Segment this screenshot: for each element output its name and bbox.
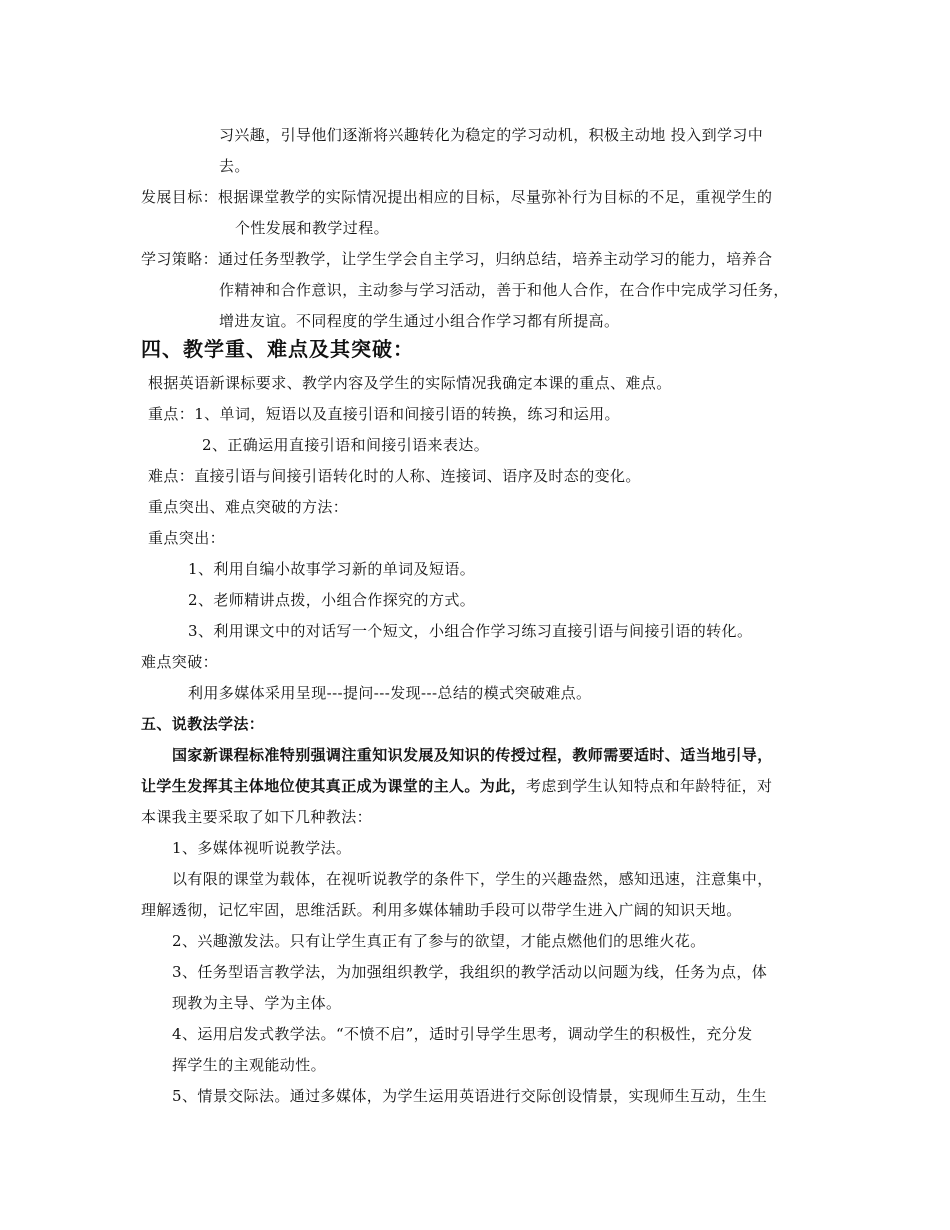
method-item: 1、多媒体视听说教学法。 xyxy=(172,839,352,857)
paragraph-line: 现教为主导、学为主体。 xyxy=(172,994,342,1012)
paragraph-line: 个性发展和教学过程。 xyxy=(235,219,390,237)
paragraph-line: 挥学生的主观能动性。 xyxy=(172,1056,327,1074)
paragraph-line xyxy=(141,776,772,796)
paragraph-line: 增进友谊。不同程度的学生通过小组合作学习都有所提高。 xyxy=(219,312,620,330)
method-item: 5、情景交际法。通过多媒体，为学生运用英语进行交际创设情景，实现师生互动，生生 xyxy=(172,1087,768,1105)
paragraph-line: 本课我主要采取了如下几种教法： xyxy=(141,808,373,826)
paragraph-line: 习兴趣，引导他们逐渐将兴趣转化为稳定的学习动机，积极主动地 投入到学习中 xyxy=(219,126,764,144)
paragraph-line: 重点突出、难点突破的方法： xyxy=(148,498,349,516)
section-heading-5: 五、说教法学法： xyxy=(141,715,265,733)
section-heading-4: 四、教学重、难点及其突破： xyxy=(141,337,414,361)
development-goal-line: 发展目标：根据课堂教学的实际情况提出相应的目标，尽量弥补行为目标的不足，重视学生的 xyxy=(141,188,773,206)
list-item: 3、利用课文中的对话写一个短文，小组合作学习练习直接引语与间接引语的转化。 xyxy=(188,622,753,640)
paragraph-line: 理解透彻，记忆牢固，思维活跃。利用多媒体辅助手段可以带学生进入广阔的知识天地。 xyxy=(141,901,742,919)
key-points-line: 重点：1、单词，短语以及直接引语和间接引语的转换，练习和运用。 xyxy=(148,405,620,423)
paragraph-line: 国家新课程标准特别强调注重知识发展及知识的传授过程，教师需要适时、适当地引导， xyxy=(172,746,773,764)
list-item: 1、利用自编小故事学习新的单词及短语。 xyxy=(188,560,476,578)
method-item: 4、运用启发式教学法。“不愤不启”，适时引导学生思考，调动学生的积极性，充分发 xyxy=(172,1025,753,1043)
bold-span: 让学生发挥其主体地位使其真正成为课堂的主人。为此， xyxy=(141,777,527,795)
paragraph-line: 利用多媒体采用呈现---提问---发现---总结的模式突破难点。 xyxy=(188,684,592,702)
paragraph-line: 以有限的课堂为载体，在视听说教学的条件下，学生的兴趣盎然，感知迅速，注意集中， xyxy=(172,870,773,888)
difficulty-line: 难点：直接引语与间接引语转化时的人称、连接词、语序及时态的变化。 xyxy=(148,467,641,485)
paragraph-line: 作精神和合作意识，主动参与学习活动，善于和他人合作，在合作中完成学习任务， xyxy=(219,281,789,299)
paragraph-line: 根据英语新课标要求、教学内容及学生的实际情况我确定本课的重点、难点。 xyxy=(148,374,672,392)
learning-strategy-line: 学习策略：通过任务型教学，让学生学会自主学习，归纳总结，培养主动学习的能力，培养合 xyxy=(141,250,773,268)
normal-span: 考虑到学生认知特点和年龄特征，对 xyxy=(526,777,773,795)
method-item: 3、任务型语言教学法，为加强组织教学，我组织的教学活动以问题为线，任务为点，体 xyxy=(172,963,768,981)
paragraph-line: 去。 xyxy=(219,157,250,175)
paragraph-line: 重点突出： xyxy=(148,529,226,547)
paragraph-line: 难点突破： xyxy=(141,653,219,671)
method-item: 2、兴趣激发法。只有让学生真正有了参与的欲望，才能点燃他们的思维火花。 xyxy=(172,932,706,950)
key-points-line: 2、正确运用直接引语和间接引语来表达。 xyxy=(202,436,490,454)
list-item: 2、老师精讲点拨，小组合作探究的方式。 xyxy=(188,591,476,609)
